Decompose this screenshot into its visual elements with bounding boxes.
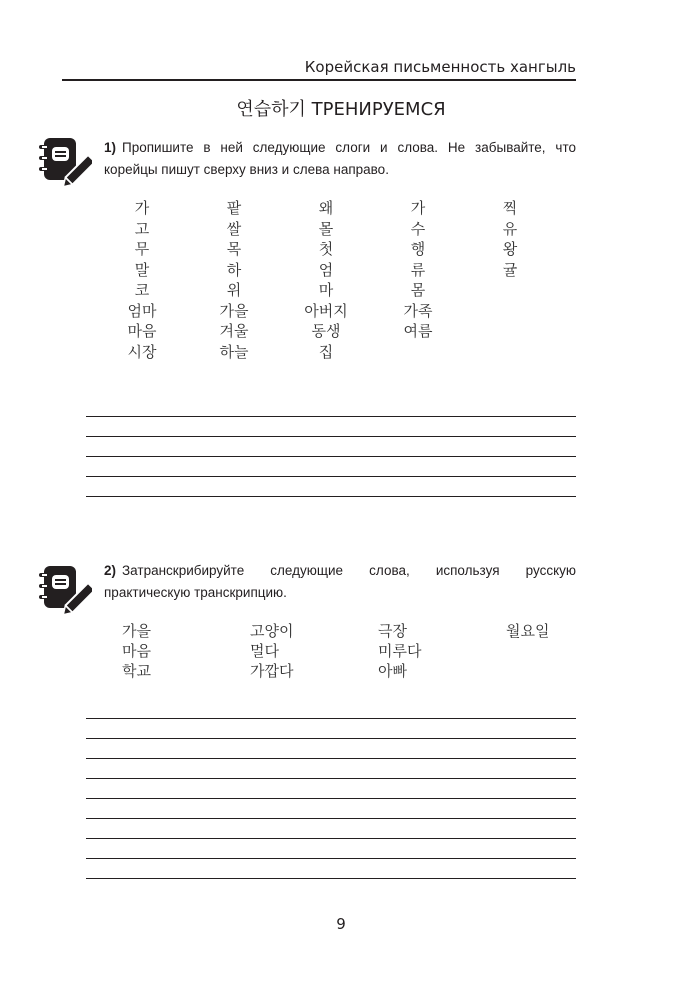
syllable-cell: 왕 bbox=[502, 240, 518, 258]
syllable-cell: 왜 bbox=[318, 199, 334, 217]
task-1-syllable-grid bbox=[96, 197, 556, 361]
writing-line bbox=[86, 476, 576, 477]
syllable-cell bbox=[464, 320, 556, 341]
writing-line bbox=[86, 718, 576, 719]
task-2-instruction bbox=[104, 560, 576, 604]
word-cell: 아빠 bbox=[378, 662, 407, 680]
writing-line bbox=[86, 496, 576, 497]
syllable-cell bbox=[464, 300, 556, 321]
writing-line bbox=[86, 798, 576, 799]
syllable-cell: 가족 bbox=[403, 301, 433, 320]
syllable-cell: 시장 bbox=[127, 342, 157, 361]
syllable-cell: 유 bbox=[502, 219, 518, 238]
syllable-cell: 하늘 bbox=[219, 342, 249, 361]
syllable-cell: 쌀 bbox=[226, 219, 242, 238]
syllable-cell: 마음 bbox=[127, 322, 157, 340]
syllable-cell: 동생 bbox=[311, 322, 341, 340]
notepad-pencil-icon bbox=[38, 136, 92, 192]
writing-line bbox=[86, 778, 576, 779]
word-cell: 학교 bbox=[122, 662, 151, 680]
syllable-cell: 집 bbox=[318, 342, 334, 361]
writing-line bbox=[86, 818, 576, 819]
syllable-cell: 찍 bbox=[502, 199, 518, 217]
syllable-cell: 몸 bbox=[410, 281, 426, 299]
task-1-text: Пропишите в ней следующие слоги и слова. Не забывайте, что корейцы пишут сверху вниз и слева направо. bbox=[104, 140, 576, 177]
task-2-word-grid bbox=[122, 620, 582, 680]
syllable-cell bbox=[464, 341, 556, 362]
syllable-cell: 행 bbox=[410, 240, 426, 258]
writing-line bbox=[86, 758, 576, 759]
task-2-number: 2) bbox=[104, 563, 117, 578]
syllable-cell: 목 bbox=[226, 240, 242, 258]
word-cell: 극장 bbox=[378, 622, 407, 640]
page-number: 9 bbox=[336, 915, 346, 933]
syllable-cell bbox=[464, 279, 556, 300]
syllable-cell: 류 bbox=[410, 260, 426, 279]
syllable-cell: 첫 bbox=[318, 240, 334, 258]
syllable-cell: 마 bbox=[318, 281, 334, 299]
word-cell: 마음 bbox=[122, 642, 151, 660]
syllable-cell: 아버지 bbox=[304, 301, 348, 320]
writing-line bbox=[86, 838, 576, 839]
syllable-cell: 위 bbox=[226, 281, 242, 299]
word-cell bbox=[506, 640, 634, 660]
syllable-cell: 고 bbox=[134, 219, 150, 238]
notepad-pencil-icon bbox=[38, 564, 92, 620]
writing-line bbox=[86, 738, 576, 739]
word-cell: 고양이 bbox=[250, 622, 294, 640]
syllable-cell: 가 bbox=[134, 199, 150, 217]
syllable-cell: 엄 bbox=[318, 260, 334, 279]
syllable-cell: 여름 bbox=[403, 322, 433, 340]
syllable-cell: 수 bbox=[410, 219, 426, 238]
syllable-cell: 가을 bbox=[219, 301, 249, 320]
word-cell: 미루다 bbox=[378, 642, 422, 660]
syllable-cell: 겨울 bbox=[219, 322, 249, 340]
writing-line bbox=[86, 878, 576, 879]
syllable-cell: 엄마 bbox=[127, 301, 157, 320]
word-cell: 월요일 bbox=[506, 622, 550, 640]
writing-line bbox=[86, 416, 576, 417]
section-title: 연습하기 ТРЕНИРУЕМСЯ bbox=[236, 99, 446, 120]
syllable-cell bbox=[372, 341, 464, 362]
syllable-cell: 코 bbox=[134, 281, 150, 299]
task-2-text: Затранскрибируйте следующие слова, используя русскую практическую транскрипцию. bbox=[104, 563, 576, 600]
task-1-number: 1) bbox=[104, 140, 117, 155]
syllable-cell: 귤 bbox=[502, 260, 518, 279]
word-cell bbox=[506, 660, 634, 680]
syllable-cell: 가 bbox=[410, 199, 426, 217]
header-rule bbox=[62, 79, 576, 81]
task-1-instruction bbox=[104, 137, 576, 181]
syllable-cell: 몰 bbox=[318, 219, 334, 238]
syllable-cell: 하 bbox=[226, 260, 242, 279]
running-header: Корейская письменность хангыль bbox=[304, 58, 576, 76]
writing-line bbox=[86, 858, 576, 859]
word-cell: 가깝다 bbox=[250, 662, 294, 680]
word-cell: 가을 bbox=[122, 622, 151, 640]
syllable-cell: 무 bbox=[134, 240, 150, 258]
syllable-cell: 팥 bbox=[226, 199, 242, 217]
syllable-cell: 말 bbox=[134, 260, 150, 279]
writing-line bbox=[86, 456, 576, 457]
writing-line bbox=[86, 436, 576, 437]
word-cell: 멀다 bbox=[250, 642, 279, 660]
